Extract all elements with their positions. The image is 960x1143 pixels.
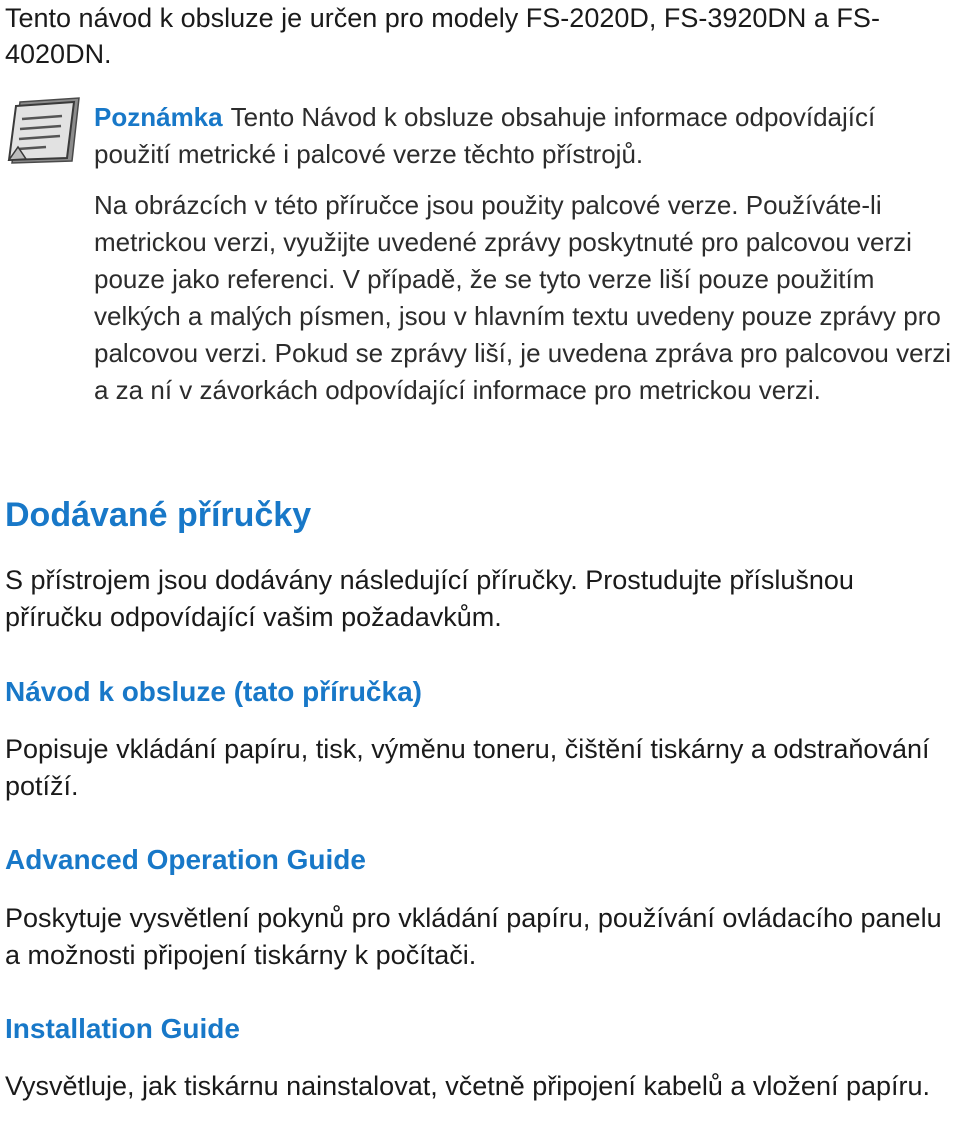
note-paragraph-2: Na obrázcích v této příručce jsou použity palcové verze. Používáte-li metrickou verzi, využijte uvedené zprávy poskytnuté pro palcovou verzi pouze jako referenci. V případě, že se tyto verze liší pouze použitím velkých a malých písmen, jsou v hlavním textu uvedeny pouze zprávy pro palcovou verzi. Pokud se zprávy liší, je uvedena zpráva pro palcovou verzi a za ní v závorkách odpovídající informace pro metrickou verzi. (94, 190, 951, 405)
note-text: Tento Návod k obsluze obsahuje informace odpovídající použití metrické i palcové verze těchto přístrojů. (94, 102, 876, 169)
section-heading: Dodávané příručky (5, 496, 312, 534)
note-page-icon (6, 97, 82, 167)
guide-title-user-manual: Návod k obsluze (tato příručka) (5, 676, 422, 707)
note-label: Poznámka (94, 102, 223, 132)
guide-description-user-manual: Popisuje vkládání papíru, tisk, výměnu toneru, čištění tiskárny a odstraňování potíží. (5, 734, 930, 801)
guide-title-advanced-operation: Advanced Operation Guide (5, 844, 366, 875)
guide-description-advanced-operation: Poskytuje vysvětlení pokynů pro vkládání papíru, používání ovládacího panelu a možnosti připojení tiskárny k počítači. (5, 903, 942, 970)
section-intro: S přístrojem jsou dodávány následující příručky. Prostudujte příslušnou příručku odpovídající vašim požadavkům. (5, 565, 854, 632)
guide-title-installation: Installation Guide (5, 1013, 240, 1044)
note-paragraph (94, 99, 956, 173)
guide-description-installation: Vysvětluje, jak tiskárnu nainstalovat, včetně připojení kabelů a vložení papíru. (5, 1071, 931, 1101)
intro-paragraph: Tento návod k obsluze je určen pro modely FS-2020D, FS-3920DN a FS-4020DN. (5, 3, 880, 69)
note-block (94, 99, 956, 409)
